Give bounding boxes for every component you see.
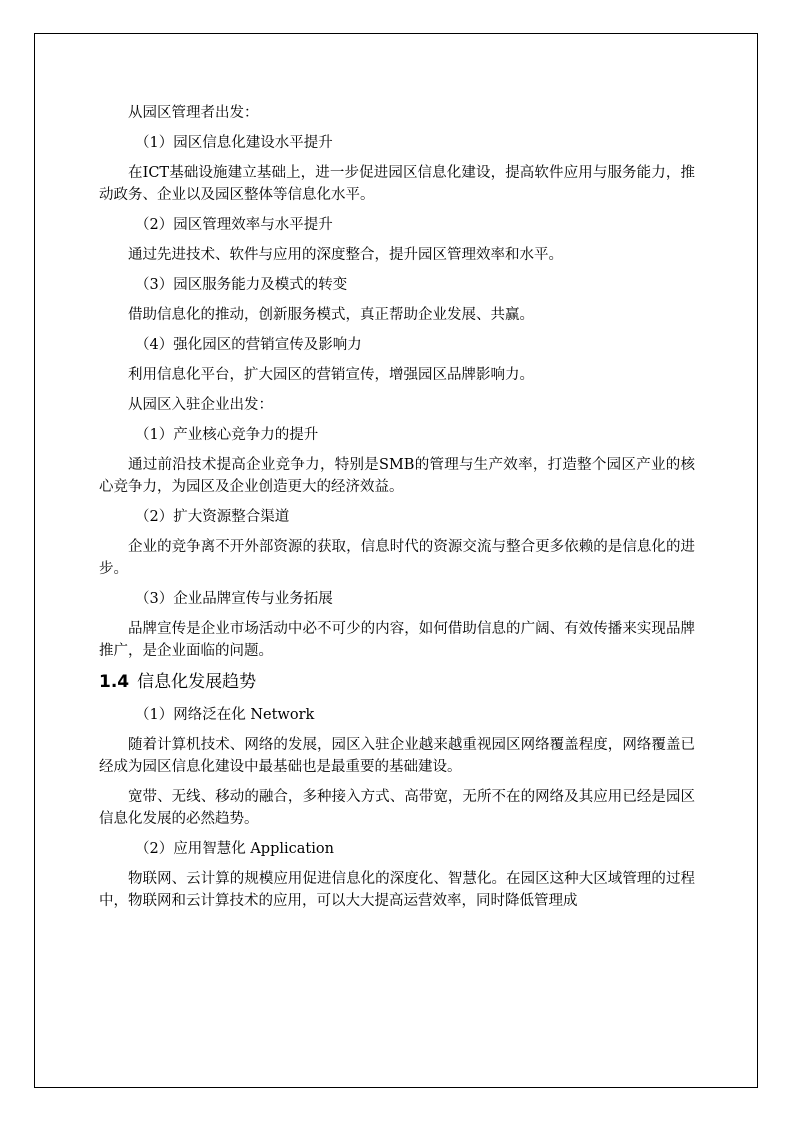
section-text-top	[99, 102, 695, 662]
subheading-paragraph: （1）园区信息化建设水平提升	[135, 135, 333, 151]
section-number: 1.4	[99, 672, 130, 692]
body-paragraph: 宽带、无线、移动的融合，多种接入方式、高带宽，无所不在的网络及其应用已经是园区信息化发展的必然趋势。	[99, 789, 695, 827]
subheading-paragraph: （3）企业品牌宣传与业务拓展	[135, 591, 333, 607]
subheading-paragraph: （1）产业核心竞争力的提升	[135, 427, 319, 443]
subheading-paragraph: （2）园区管理效率与水平提升	[135, 217, 333, 233]
body-paragraph: 随着计算机技术、网络的发展，园区入驻企业越来越重视园区网络覆盖程度，网络覆盖已经成为园区信息化建设中最基础也是最重要的基础建设。	[99, 737, 695, 775]
body-paragraph: 从园区管理者出发：	[128, 105, 259, 121]
body-paragraph: 通过前沿技术提高企业竞争力，特别是SMB的管理与生产效率，打造整个园区产业的核心竞争力，为园区及企业创造更大的经济效益。	[99, 457, 695, 495]
body-paragraph: 通过先进技术、软件与应用的深度整合，提升园区管理效率和水平。	[128, 247, 563, 263]
subheading-paragraph: （2）扩大资源整合渠道	[135, 509, 290, 525]
body-paragraph: 企业的竞争离不开外部资源的获取，信息时代的资源交流与整合更多依赖的是信息化的进步。	[99, 539, 695, 577]
subheading-paragraph: （2）应用智慧化 Application	[135, 841, 334, 857]
document-body	[99, 102, 695, 920]
body-paragraph: 利用信息化平台，扩大园区的营销宣传，增强园区品牌影响力。	[128, 367, 534, 383]
section-heading	[99, 670, 695, 694]
body-paragraph: 品牌宣传是企业市场活动中必不可少的内容，如何借助信息的广阔、有效传播来实现品牌推广，是企业面临的问题。	[99, 621, 695, 659]
subheading-paragraph: （1）网络泛在化 Network	[135, 707, 315, 723]
body-paragraph: 物联网、云计算的规模应用促进信息化的深度化、智慧化。在园区这种大区域管理的过程中，物联网和云计算技术的应用，可以大大提高运营效率，同时降低管理成	[99, 871, 695, 909]
section-text-bottom	[99, 704, 695, 912]
body-paragraph: 借助信息化的推动，创新服务模式，真正帮助企业发展、共赢。	[128, 307, 534, 323]
body-paragraph: 在ICT基础设施建立基础上，进一步促进园区信息化建设，提高软件应用与服务能力，推动政务、企业以及园区整体等信息化水平。	[99, 165, 695, 203]
subheading-paragraph: （3）园区服务能力及模式的转变	[135, 277, 348, 293]
subheading-paragraph: （4）强化园区的营销宣传及影响力	[135, 337, 362, 353]
section-title: 信息化发展趋势	[137, 672, 257, 692]
body-paragraph: 从园区入驻企业出发：	[128, 397, 273, 413]
